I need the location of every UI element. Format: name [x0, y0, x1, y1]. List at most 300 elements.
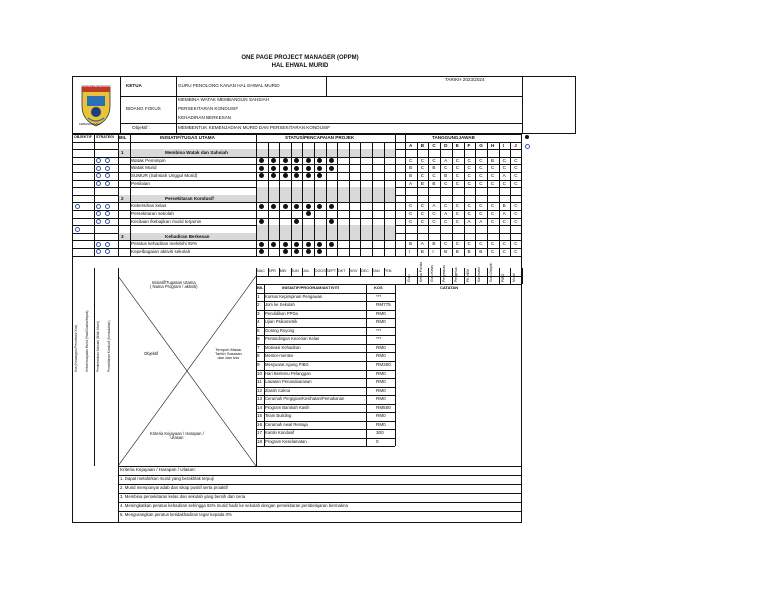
resp-letter: C	[455, 180, 460, 186]
vline	[268, 142, 269, 256]
resp-role-label: Guru Disiplin	[488, 262, 493, 282]
hline	[118, 484, 522, 485]
vline	[464, 142, 465, 256]
strategy-marker	[96, 166, 101, 171]
progress-dot	[294, 242, 299, 247]
budget-name: Lawatan Penandaarasan	[265, 379, 312, 385]
resp-letter: C	[514, 157, 518, 163]
budget-no: 4	[257, 319, 260, 325]
vline	[475, 268, 476, 284]
resp-letter: A	[444, 157, 448, 163]
ketua-label: KETUA	[126, 83, 142, 88]
budget-no: 6	[257, 336, 260, 342]
resp-letter: C	[490, 203, 495, 209]
vline	[395, 284, 396, 446]
vline	[314, 142, 315, 256]
objektif-label: Objektif :	[132, 125, 151, 130]
budget-cost: RM0	[376, 344, 386, 350]
resp-letter: B	[420, 180, 424, 186]
budget-name: Pendidikan PPDa	[265, 310, 298, 316]
ketua-value: GURU PENOLONG KANAN HAL EHWAL MURID	[178, 83, 280, 88]
vline	[452, 142, 453, 256]
budget-no: 2	[257, 302, 260, 308]
resp-letter: B	[409, 173, 413, 178]
budget-cost: RM775	[376, 302, 391, 308]
resp-letter: C	[467, 203, 471, 209]
vline	[372, 268, 373, 276]
resp-letter: C	[444, 180, 448, 186]
budget-name: Kantin Kondusif	[265, 430, 295, 436]
budget-cost: ***	[376, 336, 382, 342]
budget-bil: BIL	[257, 285, 264, 290]
resp-letter: B	[490, 157, 494, 163]
resp-letter: C	[420, 157, 425, 163]
resp-role-label: Murid	[512, 273, 517, 282]
month-label: JAN	[372, 269, 380, 273]
month-label: NOV	[349, 269, 358, 273]
progress-dot	[306, 166, 311, 171]
resp-letter: C	[502, 241, 506, 247]
vline	[428, 268, 429, 284]
vline	[326, 268, 327, 276]
budget-cost: RM0	[376, 413, 386, 419]
task-label: Persekitaran sekolah	[131, 211, 174, 216]
budget-no: 11	[257, 379, 262, 385]
resp-letter: C	[467, 241, 471, 247]
vline	[291, 268, 292, 276]
criteria-title: Kriteria Kejayaan / Harapan / Ulasan:	[120, 467, 196, 472]
month-label: SEPT	[326, 269, 337, 273]
budget-name: Mesyuarat Agung PIBG	[265, 361, 309, 367]
left-vertical-label: Kos (Kewangan /Perolehan/ Kos)	[74, 324, 78, 372]
objektif-value: MEMBENTUK KEMENJADIAN MURID DAN PERSEKITARAN KONDUSIF	[178, 125, 331, 130]
budget-name: Ceramah Pergigian/Kesihatan/Pemakanan	[265, 396, 345, 402]
vline	[279, 142, 280, 256]
vline	[349, 142, 350, 256]
vline	[405, 134, 406, 256]
vline	[487, 268, 488, 284]
resp-letter: C	[502, 165, 506, 171]
resp-letter: B	[444, 249, 448, 254]
fokus-1: MEMBINA WATAK MEMBANGUN SAHSIAH	[178, 97, 270, 102]
resp-letter: C	[514, 249, 518, 254]
budget-no: 16	[257, 421, 263, 427]
resp-letter: C	[479, 157, 483, 163]
month-label: OKT	[337, 269, 346, 273]
section-num: 1	[121, 150, 124, 156]
resp-letter: C	[455, 211, 460, 216]
strategy-marker	[96, 204, 101, 209]
vline	[302, 268, 303, 276]
month-label: APR	[268, 269, 276, 273]
section-num: 2	[121, 195, 124, 201]
owner-letter: B	[420, 142, 425, 148]
vline	[360, 142, 361, 256]
criteria-item: 5. Mengurangkan peratus ketidakhadiran tegar kepada 0%	[120, 512, 232, 517]
objective-marker	[75, 204, 80, 209]
strategy-marker	[105, 204, 110, 209]
progress-dot	[283, 166, 288, 171]
progress-dot	[271, 242, 276, 247]
task-label: Kepelbagaian aktiviti sekolah	[131, 249, 191, 254]
resp-letter: A	[467, 218, 471, 224]
resp-letter: C	[455, 203, 460, 209]
budget-catatan: CATATAN	[440, 285, 459, 290]
resp-letter: C	[514, 211, 518, 216]
resp-letter: C	[502, 180, 506, 186]
resp-letter: C	[514, 218, 518, 224]
col-objektif: OBJEKTIF	[74, 135, 92, 139]
vline	[417, 142, 418, 256]
resp-letter: C	[409, 157, 413, 163]
resp-letter: C	[420, 165, 425, 171]
budget-cost: RM0	[376, 379, 386, 385]
progress-dot	[294, 204, 299, 209]
budget-no: 12	[257, 387, 263, 393]
resp-letter: C	[502, 249, 506, 254]
col-strategi: STRATEGI	[96, 135, 114, 139]
vline	[349, 268, 350, 276]
vline	[326, 142, 327, 256]
section-title: Persekitaran Kondusif	[165, 195, 214, 201]
resp-letter: B	[479, 249, 483, 254]
resp-letter: C	[502, 157, 506, 163]
progress-dot	[329, 219, 334, 224]
budget-no: 1	[257, 293, 260, 299]
resp-letter: C	[444, 218, 448, 224]
progress-dot	[271, 204, 276, 209]
vline	[314, 268, 315, 276]
resp-letter: C	[490, 165, 495, 171]
left-vertical-label: Pembentukan Sahsiah (Nilai/ Murni)	[96, 320, 100, 372]
budget-no: 18	[257, 438, 263, 444]
resp-letter: I	[409, 249, 411, 254]
resp-letter: A	[502, 211, 506, 216]
hline	[118, 502, 522, 503]
resp-letter: C	[514, 165, 518, 171]
owner-letter: I	[502, 142, 504, 148]
budget-cost: RM0	[376, 310, 386, 316]
resp-letter: C	[444, 203, 448, 209]
budget-cost: RM500	[376, 404, 391, 410]
vline	[130, 134, 131, 256]
resp-letter: B	[455, 249, 459, 254]
progress-dot	[306, 242, 311, 247]
month-label: JUN	[291, 269, 299, 273]
progress-dot	[329, 166, 334, 171]
resp-letter: C	[455, 173, 460, 178]
task-label: Kebersihan kelas	[131, 203, 167, 209]
vline	[499, 268, 500, 284]
resp-role-label: Guru	[407, 274, 411, 282]
vline	[264, 284, 265, 446]
section-title: Membina Watak dan Sahsiah	[165, 150, 228, 156]
resp-letter: C	[420, 218, 425, 224]
vline	[440, 142, 441, 256]
budget-name: Ceramah Awal Remaja	[265, 421, 308, 427]
col-tanggungjawab: TANGGUNGJAWAB	[432, 135, 475, 140]
progress-dot	[283, 158, 288, 163]
hline	[72, 142, 522, 143]
resp-letter: C	[420, 211, 425, 216]
owner-letter: D	[444, 142, 448, 148]
resp-letter: I	[432, 249, 434, 254]
resp-letter: C	[455, 157, 460, 163]
resp-letter: C	[479, 180, 483, 186]
progress-dot	[294, 166, 299, 171]
budget-name: Program Keselamatan	[265, 438, 307, 444]
budget-cost: RM300	[376, 361, 391, 367]
resp-letter: C	[502, 218, 506, 224]
budget-cost: RM0	[376, 387, 386, 393]
owner-letter: C	[432, 142, 436, 148]
resp-letter: C	[444, 241, 448, 247]
vline	[510, 268, 511, 284]
resp-letter: B	[432, 180, 436, 186]
vline	[452, 268, 453, 284]
progress-dot	[329, 204, 334, 209]
progress-dot	[283, 173, 288, 178]
budget-program: INISIATIF/PROGRAM/AKTIVITI	[282, 285, 340, 290]
budget-name: Ujian Psikometrik	[265, 319, 298, 325]
vline	[475, 142, 476, 256]
vline	[94, 134, 95, 256]
budget-name: Motivasi Kehadiran	[265, 344, 301, 350]
hline	[72, 256, 522, 257]
legend-filled-dot	[525, 135, 529, 139]
budget-name: Hari Bertemu Pelanggan	[265, 370, 311, 376]
budget-cost: 0	[376, 438, 379, 444]
resp-letter: C	[514, 241, 518, 247]
owner-letter: E	[455, 142, 459, 148]
owner-letter: H	[490, 142, 495, 148]
quad-right: Tempoh Masa/ Tarikh Sasaran dan dan kos	[215, 347, 242, 360]
vline	[417, 268, 418, 284]
resp-letter: C	[432, 157, 436, 163]
strategy-marker	[96, 181, 101, 186]
vline	[499, 142, 500, 256]
strategy-marker	[105, 219, 110, 224]
budget-no: 9	[257, 361, 260, 367]
vline	[510, 142, 511, 256]
resp-letter: C	[479, 173, 483, 178]
progress-dot	[306, 158, 311, 163]
task-label: SUMUR (Sahsiah Unggul Murid)	[131, 173, 198, 178]
resp-letter: A	[444, 211, 448, 216]
budget-cost: RM0	[376, 396, 386, 402]
objective-marker	[75, 227, 80, 232]
progress-dot	[283, 249, 288, 254]
progress-dot	[294, 219, 299, 224]
resp-letter: C	[467, 180, 471, 186]
resp-letter: C	[479, 241, 483, 247]
budget-no: 13	[257, 396, 263, 402]
resp-letter: A	[432, 203, 436, 209]
budget-cost: RM0	[376, 353, 386, 359]
month-label: DEC	[360, 269, 369, 273]
budget-no: 3	[257, 310, 260, 316]
left-vertical-label: Persekitaran Kondusif (Kemudahan)	[107, 320, 111, 372]
budget-name: Ziarah Cakna	[265, 387, 291, 393]
resp-letter: C	[432, 173, 436, 178]
logo-school: KEBANGSAAN	[79, 122, 100, 126]
legend-open-dot	[525, 144, 530, 149]
budget-cost: RM0	[376, 370, 386, 376]
budget-cost: ***	[376, 293, 382, 299]
vline	[395, 134, 396, 256]
logo-motto: SEKOLAH MENENGAH	[78, 84, 111, 88]
task-label: Watak Pemimpin	[131, 157, 166, 163]
task-label: Watak Murid	[131, 165, 157, 171]
progress-dot	[271, 158, 276, 163]
month-label: MEI	[279, 269, 287, 273]
fokus-2: PERSEKITARAN KONDUSIF	[178, 106, 239, 111]
budget-no: 10	[257, 370, 263, 376]
month-label: MAC	[256, 269, 265, 273]
resp-letter: B	[420, 249, 424, 254]
progress-dot	[329, 158, 334, 163]
budget-name: Program Barokah Kasih	[265, 404, 310, 410]
owner-letter: A	[409, 142, 413, 148]
col-bil: BIL	[119, 135, 127, 140]
budget-no: 5	[257, 327, 260, 333]
resp-letter: C	[420, 203, 425, 209]
resp-role-label: PIBG	[500, 273, 505, 282]
resp-letter: C	[420, 173, 425, 178]
budget-name: Team Building	[265, 413, 292, 419]
month-label: JUL	[302, 269, 310, 273]
resp-letter: A	[420, 241, 424, 247]
hline	[256, 446, 395, 447]
vline	[372, 142, 373, 256]
resp-letter: C	[490, 249, 495, 254]
resp-letter: C	[432, 211, 436, 216]
section-title: Kehadiran Berkesan	[165, 233, 210, 239]
budget-cost: RM0	[376, 421, 386, 427]
left-vertical-label: Kebolehcapaian Murid (Hasil/Usaha/Impak)	[85, 310, 89, 372]
resp-letter: B	[502, 203, 506, 209]
resp-role-label: Pengetua	[453, 267, 458, 282]
progress-dot	[329, 242, 334, 247]
hline	[118, 475, 522, 476]
vline	[360, 268, 361, 276]
resp-role-label: Ketua Panitia	[418, 261, 423, 282]
resp-letter: B	[409, 165, 413, 171]
criteria-item: 2. Murid mempunyai adab dan sikap positif serta proaktif	[120, 485, 228, 490]
resp-letter: C	[432, 218, 436, 224]
progress-dot	[271, 166, 276, 171]
resp-letter: A	[409, 180, 413, 186]
fokus-3: KEHADIRAN BERKESAN	[178, 115, 232, 120]
resp-role-label: Guru Kelas	[430, 265, 435, 282]
resp-letter: C	[409, 203, 413, 209]
budget-kos: KOS	[374, 285, 383, 290]
hline	[256, 276, 522, 277]
owner-letter: G	[479, 142, 483, 148]
resp-letter: C	[479, 203, 483, 209]
strategy-marker	[105, 166, 110, 171]
vline	[118, 134, 119, 256]
budget-cost: RM0	[376, 319, 386, 325]
month-label: FEB	[384, 269, 392, 273]
budget-no: 8	[257, 353, 260, 359]
vline	[291, 142, 292, 256]
resp-letter: C	[490, 241, 495, 247]
resp-letter: C	[467, 173, 471, 178]
vline	[464, 268, 465, 284]
col-status: STATUS/PENCAPAIAN PROJEK	[285, 135, 355, 140]
page-title: ONE PAGE PROJECT MANAGER (OPPM)	[241, 55, 359, 61]
hline	[118, 511, 522, 512]
resp-letter: C	[444, 165, 448, 171]
vline	[487, 142, 488, 256]
month-label: OGOS	[314, 269, 326, 273]
vline	[268, 268, 269, 276]
budget-name: Kursus Kepimpinan Pengawas	[265, 293, 323, 299]
budget-no: 14	[257, 404, 263, 410]
resp-letter: C	[490, 218, 495, 224]
resp-letter: A	[479, 218, 483, 224]
resp-role-label: Penyelaras	[442, 265, 447, 282]
strategy-marker	[105, 242, 110, 247]
resp-letter: C	[479, 211, 483, 216]
vline	[384, 268, 385, 276]
vline	[256, 134, 257, 256]
resp-letter: B	[409, 241, 413, 247]
page-subtitle: HAL EHWAL MURID	[271, 63, 329, 69]
budget-no: 15	[257, 413, 263, 419]
criteria-item: 4. Meningkatkan peratus kehadiran sehingga 92% murid hadir ke sekolah dengan persekitaran pembelajaran bermakna	[120, 503, 348, 508]
vline	[279, 268, 280, 276]
resp-letter: C	[514, 203, 518, 209]
resp-letter: C	[467, 165, 471, 171]
criteria-item: 3. Membina persekitaran kelas dan sekolah yang bersih dan ceria	[120, 494, 246, 499]
resp-letter: C	[455, 165, 460, 171]
resp-letter: C	[490, 180, 495, 186]
strategy-marker	[105, 181, 110, 186]
progress-dot	[306, 204, 311, 209]
quad-bottom: Kriteria Kejayaan / Harapan / Ulasan	[150, 431, 204, 441]
vline	[405, 268, 406, 284]
quad-left: Objektif	[144, 351, 159, 356]
strategy-marker	[96, 242, 101, 247]
vline	[366, 284, 367, 446]
vline	[337, 268, 338, 276]
vline	[522, 268, 523, 284]
resp-letter: C	[490, 173, 495, 178]
owner-letter: F	[467, 142, 471, 148]
resp-letter: C	[455, 241, 460, 247]
task-label: Kecitaan /kebajikan murid terjamin	[131, 218, 202, 224]
vline	[384, 142, 385, 256]
vline	[302, 142, 303, 256]
owner-letter: J	[514, 142, 517, 148]
resp-letter: B	[432, 241, 436, 247]
resp-letter: A	[502, 173, 506, 178]
resp-letter: B	[467, 249, 471, 254]
resp-letter: B	[432, 165, 436, 171]
resp-role-label: PK HEM	[465, 269, 470, 282]
resp-role-label: Kaunselor	[477, 266, 482, 282]
col-inisiatif: INISIATIF/TUGAS UTAMA	[160, 135, 215, 140]
quad-top: Inisiatif/Tugasan Utama ( Nama Program / aktiviti)	[150, 280, 198, 290]
strategy-marker	[96, 219, 101, 224]
tarikh-label: TARIKH 2023/2024	[445, 77, 485, 82]
task-label: Peratus kehadiran melebihi 92%	[131, 241, 198, 247]
resp-letter: C	[490, 211, 495, 216]
task-label: Penilaian	[131, 180, 150, 186]
budget-cost: 300	[376, 430, 384, 436]
